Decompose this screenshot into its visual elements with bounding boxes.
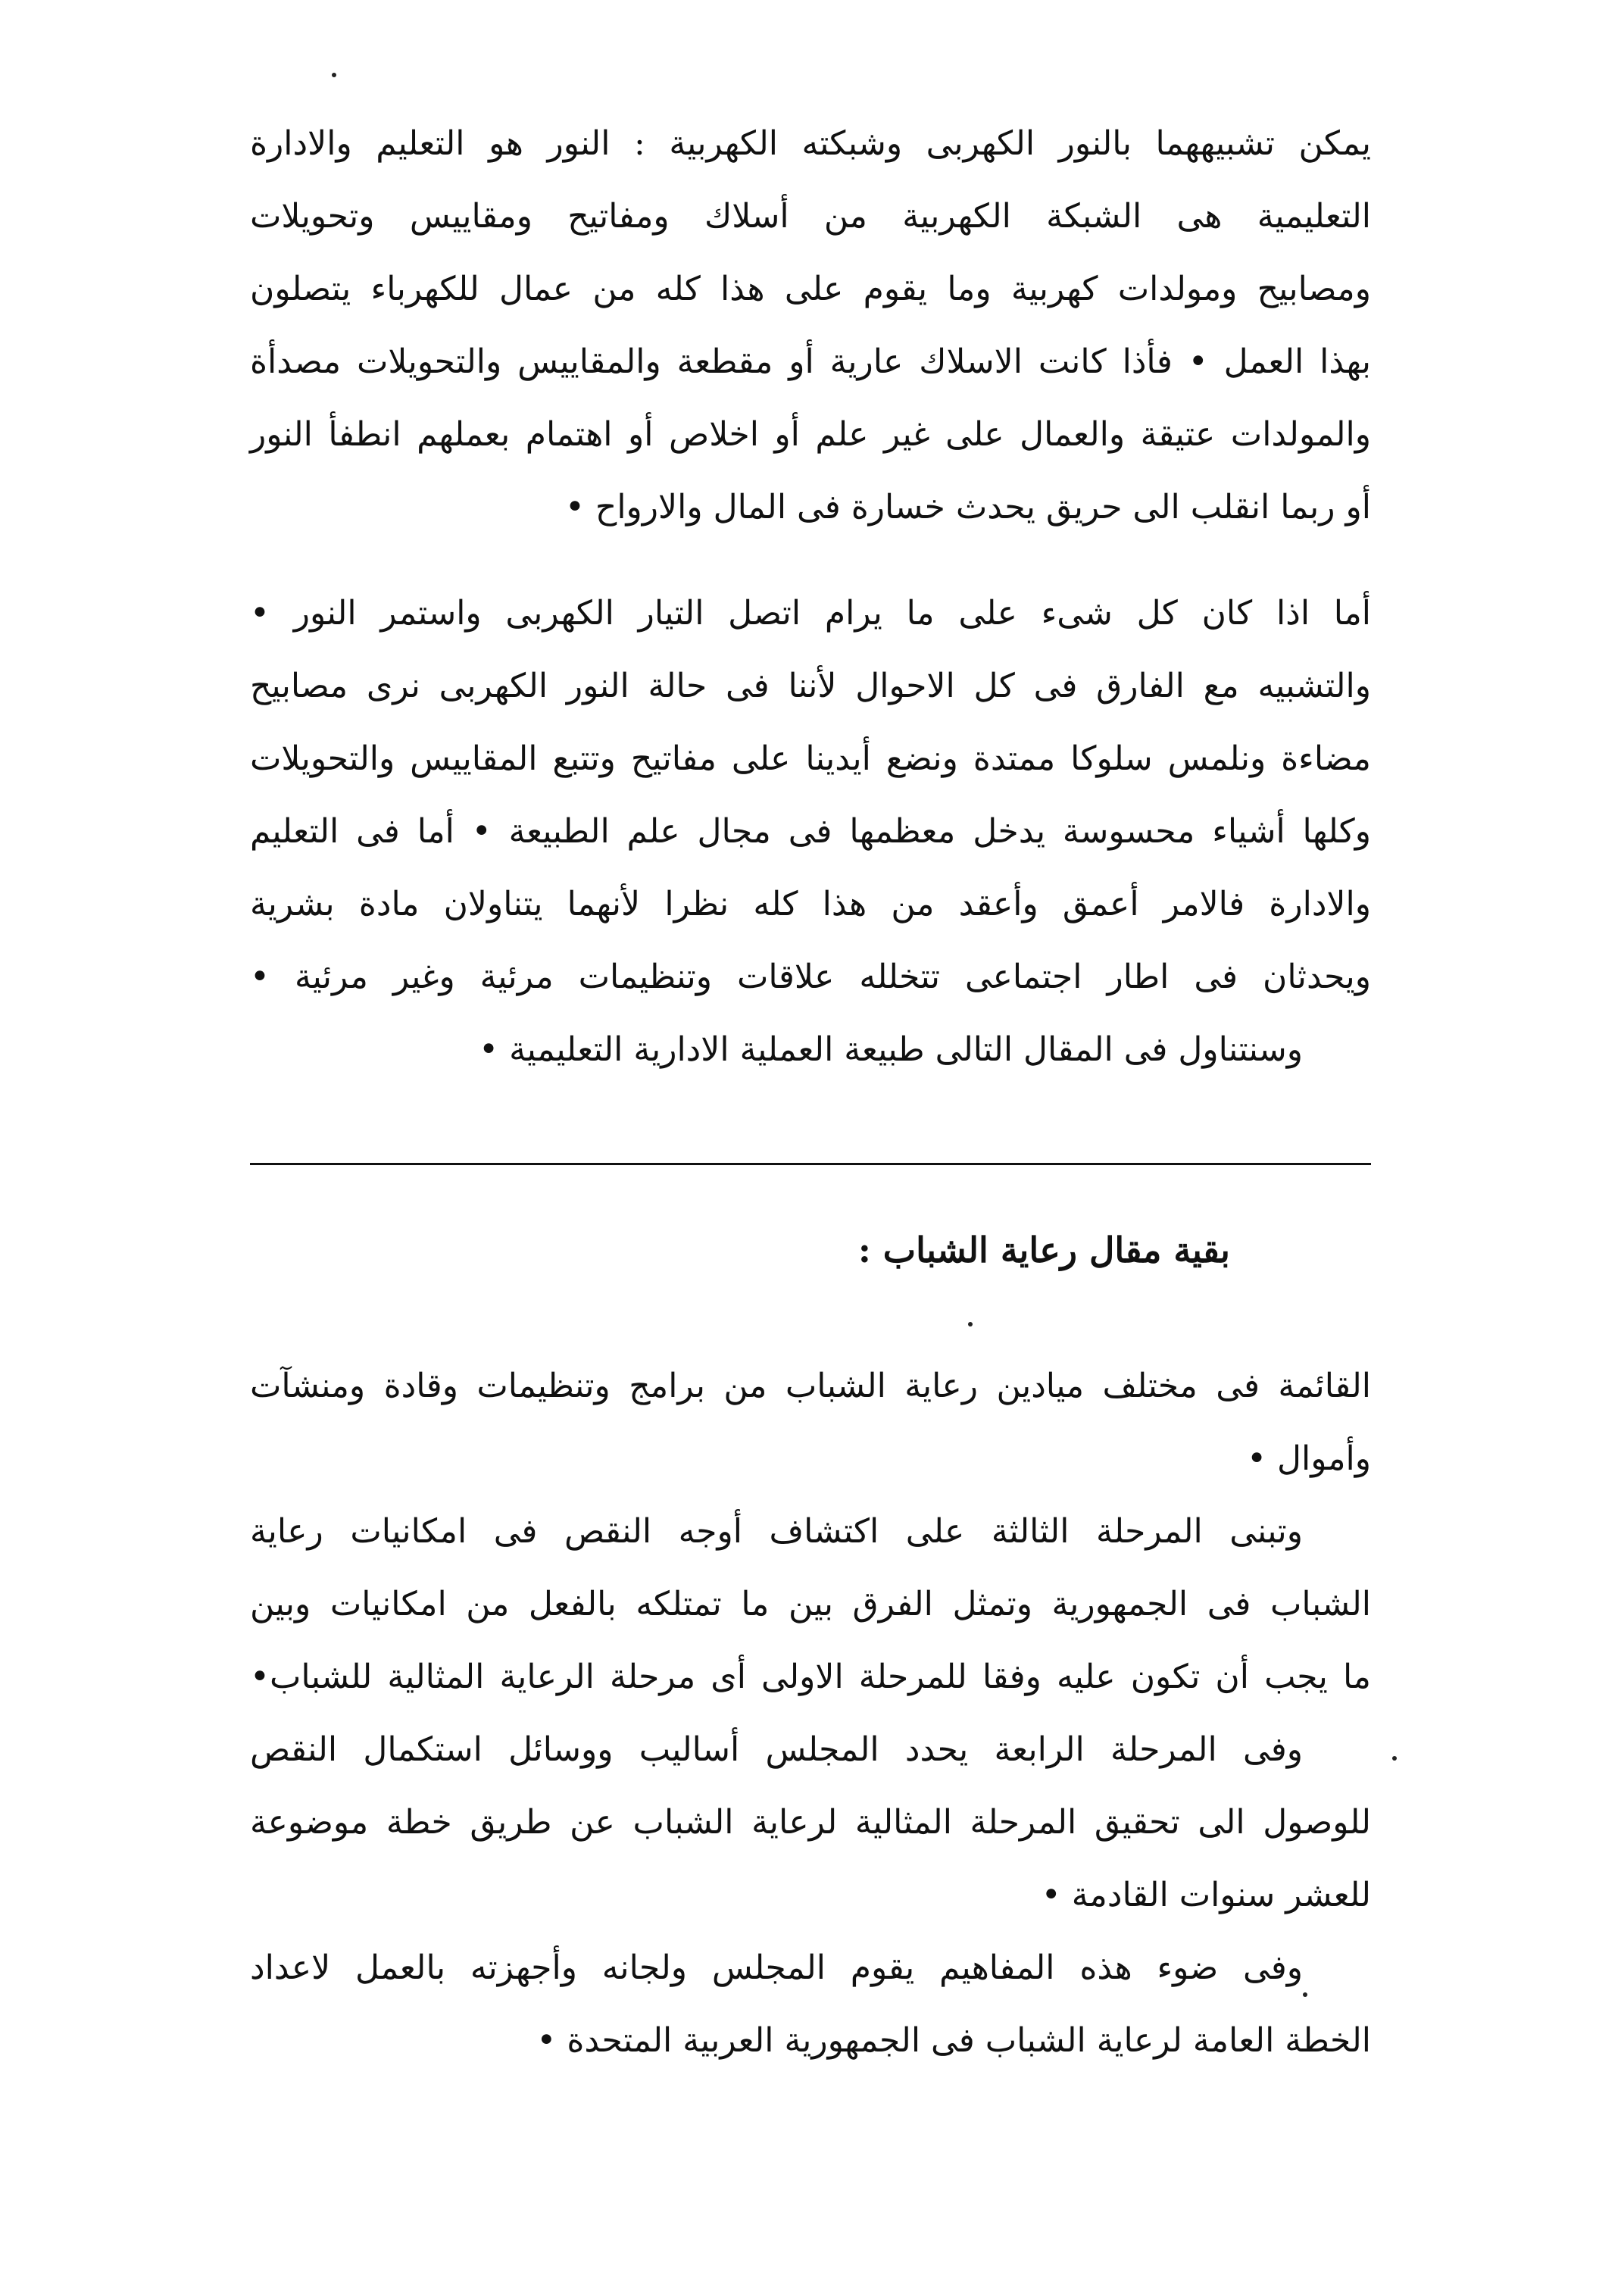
text-line: وفى ضوء هذه المفاهيم يقوم المجلس ولجانه وأجهزته بالعمل لاعداد (250, 1948, 1303, 1987)
scan-speck (332, 73, 336, 77)
text-line: وسنتناول فى المقال التالى طبيعة العملية الادارية التعليمية • (479, 1030, 1303, 1069)
text-line: بهذا العمل • فأذا كانت الاسلاك عارية أو مقطعة والمقاييس والتحويلات مصدأة (250, 342, 1371, 381)
text-line: للعشر سنوات القادمة • (1041, 1876, 1371, 1914)
scan-speck (968, 1322, 973, 1326)
text-line: مضاءة ونلمس سلوكا ممتدة ونضع أيدينا على مفاتيح وتتبع المقاييس والتحويلات (250, 739, 1371, 778)
text-line: التعليمية هى الشبكة الكهربية من أسلاك ومفاتيح ومقاييس وتحويلات (250, 197, 1371, 236)
text-line: القائمة فى مختلف ميادين رعاية الشباب من برامج وتنظيمات وقادة ومنشآت (250, 1367, 1371, 1405)
paragraph-electric-analogy (250, 121, 1371, 558)
text-line: والادارة فالامر أعمق وأعقد من هذا كله نظرا لأنهما يتناولان مادة بشرية (250, 885, 1371, 923)
section-heading: بقية مقال رعاية الشباب : (857, 1230, 1230, 1270)
text-line: الخطة العامة لرعاية الشباب فى الجمهورية العربية المتحدة • (536, 2021, 1371, 2060)
text-line: وتبنى المرحلة الثالثة على اكتشاف أوجه النقص فى امكانيات رعاية (250, 1512, 1304, 1551)
text-line: للوصول الى تحقيق المرحلة المثالية لرعاية الشباب عن طريق خطة موضوعة (250, 1803, 1371, 1842)
text-line: الشباب فى الجمهورية وتمثل الفرق بين ما تمتلكه بالفعل من امكانيات وبين (250, 1585, 1371, 1623)
paragraph-youth-care (250, 1364, 1371, 2091)
text-line: والتشبيه مع الفارق فى كل الاحوال لأننا فى حالة النور الكهربى نرى مصابيح (250, 667, 1371, 705)
text-line: وكلها أشياء محسوسة يدخل معظمها فى مجال علم الطبيعة • أما فى التعليم (250, 812, 1371, 851)
scan-speck (1303, 1992, 1307, 1997)
scan-speck (1392, 1756, 1397, 1761)
text-line: والمولدات عتيقة والعمال على غير علم أو اخلاص أو اهتمام بعملهم انطفأ النور (250, 415, 1371, 454)
text-line: وفى المرحلة الرابعة يحدد المجلس أساليب ووسائل استكمال النقص (250, 1730, 1303, 1769)
paragraph-comparison (250, 591, 1371, 1100)
text-line: ومصابيح ومولدات كهربية وما يقوم على هذا كله من عمال للكهرباء يتصلون (250, 270, 1371, 308)
section-divider (250, 1163, 1371, 1165)
text-line: ويحدثان فى اطار اجتماعى تتخلله علاقات وتنظيمات مرئية وغير مرئية • (250, 958, 1371, 996)
text-line: أو ربما انقلب الى حريق يحدث خسارة فى المال والارواح • (564, 488, 1371, 527)
text-line: ما يجب أن تكون عليه وفقا للمرحلة الاولى أى مرحلة الرعاية المثالية للشباب• (250, 1658, 1371, 1696)
text-line: وأموال • (1247, 1439, 1371, 1478)
text-line: يمكن تشبيههما بالنور الكهربى وشبكته الكهربية : النور هو التعليم والادارة (250, 124, 1371, 163)
text-line: أما اذا كان كل شىء على ما يرام اتصل التيار الكهربى واستمر النور • (250, 594, 1371, 633)
